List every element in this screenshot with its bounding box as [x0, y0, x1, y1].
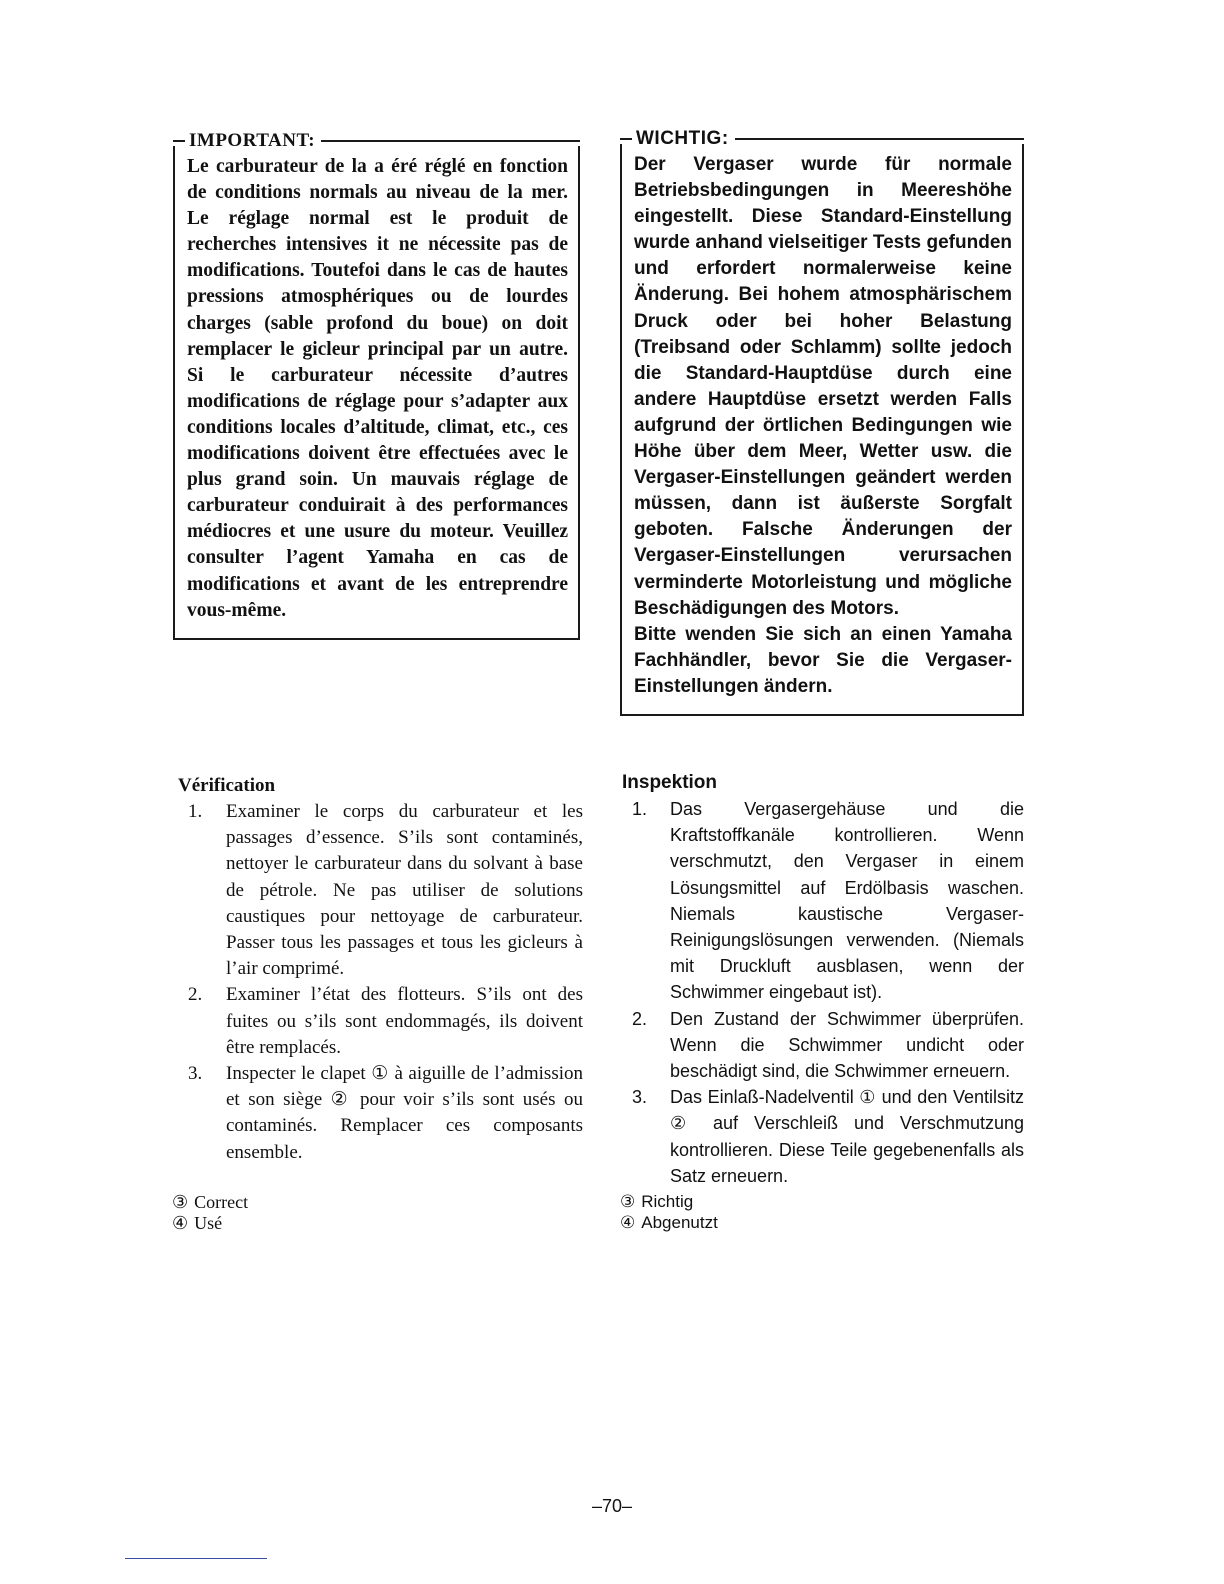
footer-rule [125, 1558, 267, 1559]
section-title-french: Vérification [178, 775, 276, 796]
step-text: Den Zustand der Schwimmer überprüfen. Wenn die Schwimmer undicht oder beschädigt sind, die Schwimmer erneuern. [670, 1008, 1024, 1082]
legend-german [620, 1191, 718, 1233]
important-header-german [620, 128, 1024, 149]
important-title-german: WICHTIG: [636, 128, 729, 149]
step-item [622, 796, 1024, 1006]
important-box-german [620, 128, 1024, 716]
legend-label: Richtig [641, 1192, 694, 1211]
legend-item [620, 1212, 718, 1233]
legend-french [172, 1192, 248, 1234]
step-text: Examiner l’état des flotteurs. S’ils ont des fuites ou s’ils sont endommagés, ils doivent être remplacés. [226, 984, 583, 1058]
important-title-french: IMPORTANT: [189, 130, 316, 151]
step-number: 3. [632, 1087, 648, 1108]
step-text: Das Einlaß-Nadelventil ① und den Ventilsitz ② auf Verschleiß und Verschmutzung kontrollieren. Diese Teile gegebenenfalls als Satz erneuern. [670, 1087, 1024, 1186]
step-number: 1. [632, 799, 648, 819]
important-body-german [634, 152, 1012, 700]
step-number: 2. [188, 984, 203, 1006]
step-text: Das Vergasergehäuse und die Kraftstoffkanäle kontrollieren. Wenn verschmutzt, den Vergaser in einem Lösungsmittel auf Erdölbasis waschen. Niemals kaustische Vergaser-Reinigungslösungen verwenden. (Niemals mit Druckluft ausblasen, wenn der Schwimmer eingebaut ist). [670, 799, 1024, 1003]
step-item [178, 799, 583, 982]
step-item [178, 982, 583, 1061]
legend-item [620, 1191, 718, 1212]
important-box-french [173, 130, 580, 640]
important-text-french: Le carburateur de la a éré réglé en fonction de conditions normals au niveau de la mer. Le réglage normal est le produit de recherches intensives it ne nécessite pas de modifications. Toutefoi dans le cas de hautes pressions atmosphériques ou de lourdes charges (sable profond du boue) on doit remplacer le gicleur principal par un autre. Si le carburateur nécessite d’autres modifications de réglage pour s’adapter aux conditions locales d’altitude, climat, etc., ces modifications doivent être effectuées avec le plus grand soin. Un mauvais réglage de carburateur conduirait à des performances médiocres et une usure du moteur. Veuillez consulter l’agent Yamaha en cas de modifications et avant de les entreprendre vous-même. [187, 156, 568, 621]
legend-label: Abgenutzt [641, 1213, 718, 1232]
step-number: 1. [188, 801, 203, 822]
inspection-section-german [622, 772, 1024, 1189]
legend-mark: ④ [172, 1213, 189, 1233]
legend-mark: ③ [620, 1192, 636, 1211]
step-text: Inspecter le clapet ① à aiguille de l’admission et son siège ② pour voir s’ils sont usés ou contaminés. Remplacer ces composants ensemble. [226, 1063, 583, 1163]
legend-mark: ③ [172, 1192, 189, 1212]
section-title-german: Inspektion [622, 772, 718, 793]
step-item [622, 1084, 1024, 1189]
step-item [622, 1006, 1024, 1085]
step-number: 2. [632, 1008, 648, 1029]
legend-label: Usé [194, 1213, 223, 1233]
step-text: Examiner le corps du carburateur et les passages d’essence. S’ils sont contaminés, nettoyer le carburateur dans du solvant à base de pétrole. Ne pas utiliser de solutions caustiques pour nettoyage de carburateur. Passer tous les passages et tous les gicleurs à l’air comprimé. [226, 801, 583, 980]
important-text-german: Der Vergaser wurde für normale Betriebsbedingungen in Meereshöhe eingestellt. Diese Standard-Einstellung wurde anhand vielseitiger Tests gefunden und erfordert normalerweise keine Änderung. Bei hohem atmosphärischem Druck oder bei hoher Belastung (Treibsand oder Schlamm) sollte jedoch die Standard-Hauptdüse durch eine andere Hauptdüse ersetzt werden Falls aufgrund der örtlichen Bedingungen wie Höhe über dem Meer, Wetter usw. die Vergaser-Einstellungen geändert werden müssen, dann ist äußerste Sorgfalt geboten. Falsche Änderungen der Vergaser-Einstellungen verursachen verminderte Motorleistung und mögliche Beschädigungen des Motors. [634, 154, 1012, 619]
important-text-german-2: Bitte wenden Sie sich an einen Yamaha Fachhändler, bevor Sie die Vergaser-Einstellungen ändern. [634, 623, 1012, 697]
step-number: 3. [188, 1063, 203, 1085]
legend-mark: ④ [620, 1213, 636, 1232]
inspection-section-french [178, 775, 583, 1166]
legend-item [172, 1192, 248, 1213]
step-item [178, 1061, 583, 1166]
important-header-french [173, 130, 580, 151]
page-number: –70– [591, 1496, 633, 1516]
legend-item [172, 1213, 248, 1234]
legend-label: Correct [194, 1192, 249, 1212]
